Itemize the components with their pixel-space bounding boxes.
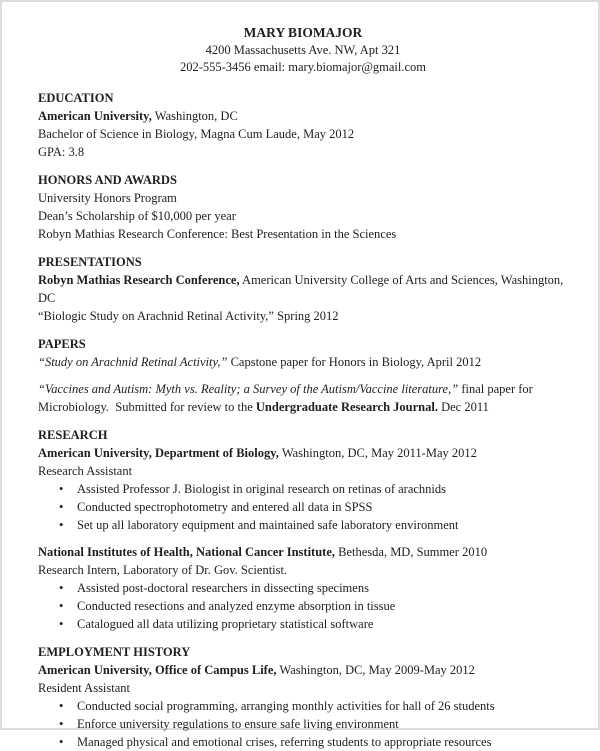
bullet-list <box>38 579 568 633</box>
resume-line <box>38 353 568 371</box>
resume-line <box>38 679 568 697</box>
text-run: American University, <box>38 109 152 123</box>
resume-section <box>38 253 568 325</box>
bullet-list <box>38 480 568 534</box>
text-run: Robyn Mathias Research Conference: Best Presentation in the Sciences <box>38 227 397 241</box>
resume-line <box>38 380 568 416</box>
section-heading: EDUCATION <box>38 91 114 105</box>
resume-line <box>38 462 568 480</box>
bullet-list <box>38 697 568 751</box>
resume-line <box>38 561 568 579</box>
address-line: 4200 Massachusetts Ave. NW, Apt 321 <box>205 43 401 57</box>
person-name: MARY BIOMAJOR <box>243 25 363 40</box>
bullet-item: • Assisted Professor J. Biologist in original research on retinas of arachnids <box>38 480 568 498</box>
resume-line <box>38 543 568 561</box>
resume-line <box>38 271 568 307</box>
section-heading: HONORS AND AWARDS <box>38 173 177 187</box>
text-run: Research Intern, Laboratory of Dr. Gov. Scientist. <box>38 563 288 577</box>
resume-body <box>38 89 568 751</box>
resume-line <box>38 207 568 225</box>
text-run: University Honors Program <box>38 191 177 205</box>
resume-line <box>38 661 568 679</box>
text-run: American University, Department of Biology, <box>38 446 279 460</box>
resume-line <box>38 307 568 325</box>
resume-section <box>38 335 568 416</box>
text-run: Bachelor of Science in Biology, Magna Cum Laude, May 2012 <box>38 127 355 141</box>
text-run: Dean’s Scholarship of $10,000 per year <box>38 209 236 223</box>
resume-line <box>38 225 568 243</box>
bullet-item: • Enforce university regulations to ensure safe living environment <box>38 715 568 733</box>
resume-section <box>38 643 568 751</box>
text-run: Resident Assistant <box>38 681 131 695</box>
text-run: “Biologic Study on Arachnid Retinal Activity,” Spring 2012 <box>38 309 339 323</box>
section-heading: PAPERS <box>38 337 86 351</box>
blank-line <box>38 534 568 543</box>
bullet-item: • Assisted post-doctoral researchers in dissecting specimens <box>38 579 568 597</box>
section-heading: RESEARCH <box>38 428 108 442</box>
resume-line <box>38 444 568 462</box>
text-run: American University, Office of Campus Life, <box>38 663 277 677</box>
bullet-item: • Conducted resections and analyzed enzyme absorption in tissue <box>38 597 568 615</box>
text-run: National Institutes of Health, National Cancer Institute, <box>38 545 335 559</box>
contact-line: 202-555-3456 email: mary.biomajor@gmail.com <box>179 60 427 74</box>
resume-header <box>38 24 568 76</box>
section-heading: PRESENTATIONS <box>38 255 142 269</box>
text-run: “Vaccines and Autism: Myth vs. Reality; a Survey of the Autism/Vaccine literature,” <box>38 382 459 396</box>
resume-line <box>38 107 568 125</box>
resume-section <box>38 89 568 161</box>
resume-section <box>38 171 568 243</box>
text-run: “Study on Arachnid Retinal Activity,” <box>38 355 228 369</box>
text-run: Washington, DC, May 2011-May 2012 <box>278 446 477 460</box>
text-run: final paper for Microbiology. Submitted for review to the <box>38 382 533 414</box>
text-run: Undergraduate Research Journal. <box>255 400 438 414</box>
section-heading: EMPLOYMENT HISTORY <box>38 645 191 659</box>
bullet-item: • Conducted spectrophotometry and entered all data in SPSS <box>38 498 568 516</box>
resume-line <box>38 143 568 161</box>
resume-section <box>38 426 568 633</box>
bullet-item: • Catalogued all data utilizing proprietary statistical software <box>38 615 568 633</box>
blank-line <box>38 371 568 380</box>
bullet-item: • Set up all laboratory equipment and maintained safe laboratory environment <box>38 516 568 534</box>
text-run: Robyn Mathias Research Conference, <box>38 273 240 287</box>
text-run: Bethesda, MD, Summer 2010 <box>335 545 488 559</box>
text-run: Research Assistant <box>38 464 133 478</box>
text-run: American University College of Arts and Sciences, Washington, DC <box>38 273 564 305</box>
resume-line <box>38 189 568 207</box>
bullet-item: • Managed physical and emotional crises, referring students to appropriate resources <box>38 733 568 751</box>
text-run: Washington, DC, May 2009-May 2012 <box>276 663 475 677</box>
text-run: Capstone paper for Honors in Biology, April 2012 <box>227 355 482 369</box>
text-run: GPA: 3.8 <box>38 145 85 159</box>
bullet-item: • Conducted social programming, arranging monthly activities for hall of 26 students <box>38 697 568 715</box>
text-run: Washington, DC <box>151 109 238 123</box>
text-run: Dec 2011 <box>437 400 489 414</box>
resume-line <box>38 125 568 143</box>
